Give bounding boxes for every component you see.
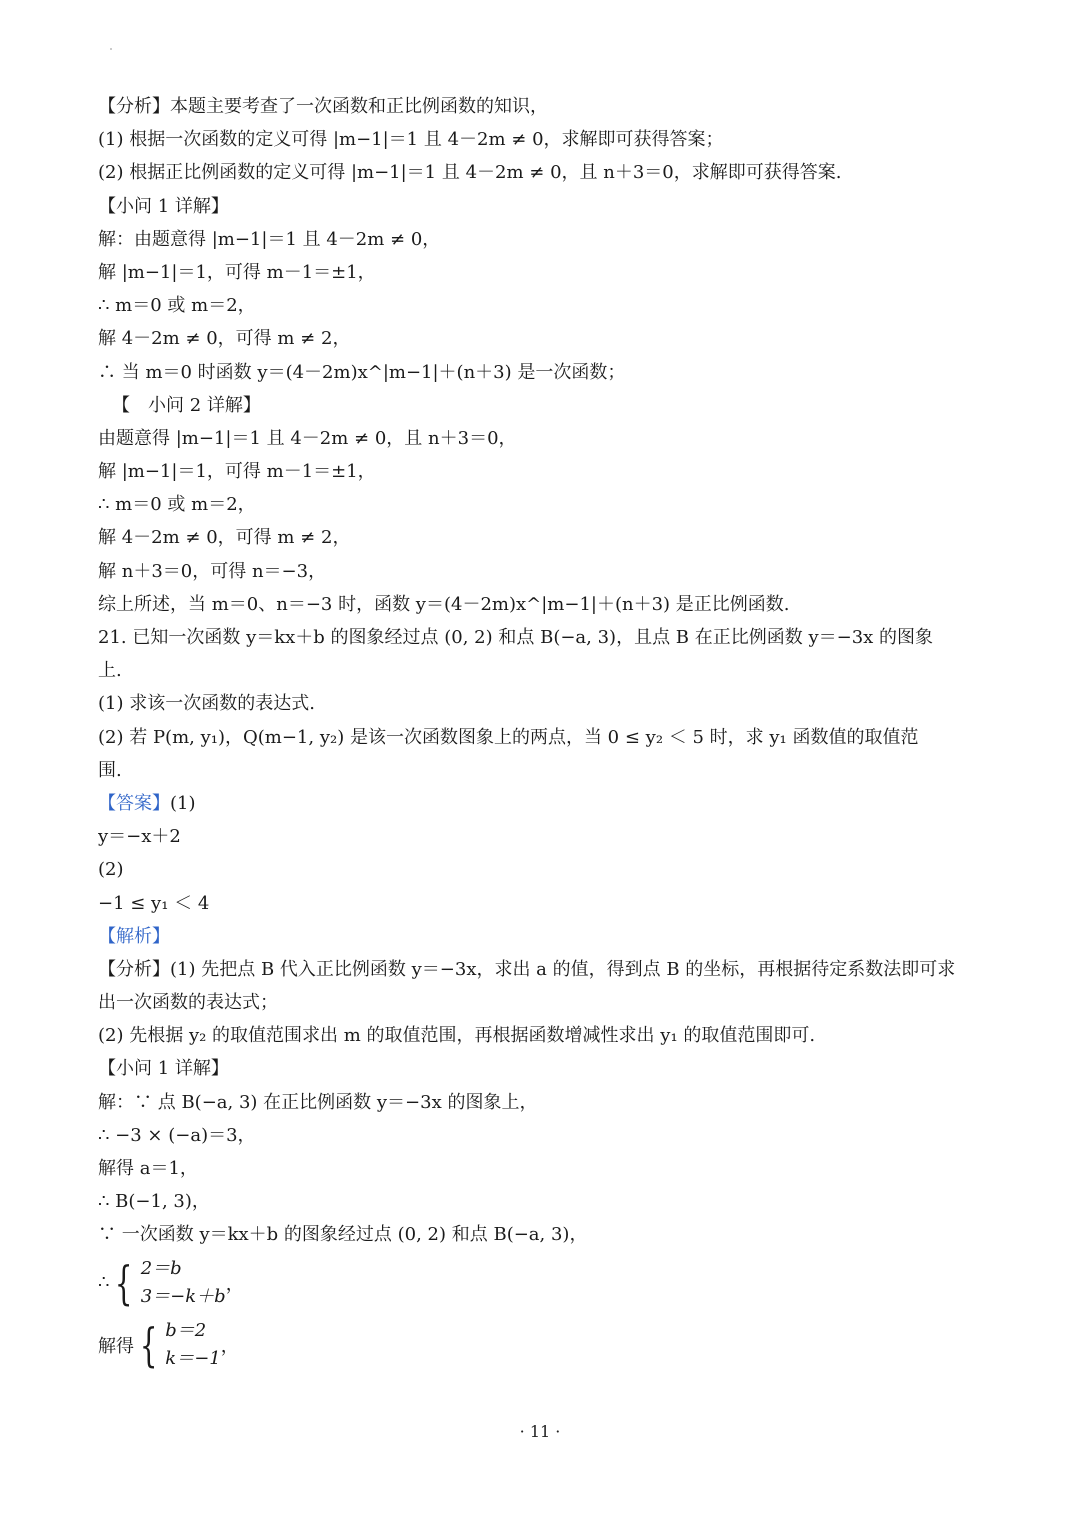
text-line: 解 |m−1|＝1，可得 m－1＝±1， xyxy=(98,461,376,483)
text-line: (2) 先根据 y₂ 的取值范围求出 m 的取值范围，再根据函数增减性求出 y₁ 的取值范围即可. xyxy=(98,1025,816,1047)
section-heading: 【小问 1 详解】 xyxy=(98,1058,229,1080)
sub-question: 围. xyxy=(98,759,122,781)
text-line: ∴ m＝0 或 m＝2， xyxy=(98,494,256,516)
system-prefix: 解得 xyxy=(98,1335,134,1357)
section-heading: 【 小问 2 详解】 xyxy=(112,394,261,416)
page-number: · 11 · xyxy=(519,1422,561,1441)
section-heading: 【小问 1 详解】 xyxy=(98,195,229,217)
text-line: (2) 根据正比例函数的定义可得 |m−1|＝1 且 4－2m ≠ 0，且 n＋3＝0，求解即可获得答案. xyxy=(98,162,842,184)
analysis-label: 【解析】 xyxy=(98,925,170,947)
system-row: b＝2 xyxy=(165,1319,207,1341)
system-row: 2＝b xyxy=(140,1257,182,1279)
text-line: 解得 a＝1， xyxy=(98,1158,198,1179)
question-stem: 上. xyxy=(98,660,122,682)
text-line: ∵ 一次函数 y＝kx＋b 的图象经过点 (0, 2) 和点 B(−a, 3)， xyxy=(98,1224,588,1246)
text-line: 出一次函数的表达式； xyxy=(98,992,278,1014)
system-suffix: ， xyxy=(220,1335,239,1357)
system-prefix: ∴ xyxy=(98,1272,110,1294)
text-line: ∴ B(−1, 3)， xyxy=(98,1191,210,1213)
system-row: 3＝−k＋b xyxy=(140,1285,226,1307)
answer-label: 【答案】 xyxy=(98,792,170,814)
question-stem: 21. 已知一次函数 y＝kx＋b 的图象经过点 (0, 2) 和点 B(−a, 3)，且点 B 在正比例函数 y＝−3x 的图象 xyxy=(98,627,934,648)
text-line: ∴ m＝0 或 m＝2， xyxy=(98,295,256,317)
equation-system xyxy=(98,1314,978,1376)
answer-line xyxy=(98,787,978,820)
text-line: 综上所述，当 m＝0、n＝−3 时，函数 y＝(4－2m)x^|m−1|＋(n＋3) 是正比例函数. xyxy=(98,593,790,615)
answer-line: −1 ≤ y₁ ＜ 4 xyxy=(98,892,210,914)
answer-part: (1) xyxy=(170,792,196,814)
text-line: 解：由题意得 |m−1|＝1 且 4－2m ≠ 0， xyxy=(98,228,441,250)
text-line: (1) 根据一次函数的定义可得 |m−1|＝1 且 4－2m ≠ 0，求解即可获得答案； xyxy=(98,129,724,151)
system-row: k＝−1 xyxy=(165,1347,221,1369)
answer-line: (2) xyxy=(98,859,124,881)
text-line: 解 4－2m ≠ 0，可得 m ≠ 2， xyxy=(98,328,351,350)
equation-system xyxy=(98,1252,978,1314)
system-rows xyxy=(141,1255,226,1311)
document-body xyxy=(98,90,978,1376)
text-line: 解：∵ 点 B(−a, 3) 在正比例函数 y＝−3x 的图象上， xyxy=(98,1091,538,1113)
scan-dot xyxy=(110,48,112,50)
text-line: 解 n＋3＝0，可得 n＝−3， xyxy=(98,560,327,582)
sub-question: (2) 若 P(m, y₁)，Q(m−1, y₂) 是该一次函数图象上的两点，当 0 ≤ y₂ ＜ 5 时，求 y₁ 函数值的取值范 xyxy=(98,726,919,748)
system-rows xyxy=(165,1317,220,1373)
text-line: ∴ −3 × (−a)＝3， xyxy=(98,1124,256,1146)
text-line: 解 4－2m ≠ 0，可得 m ≠ 2， xyxy=(98,527,351,549)
text-line: 【分析】本题主要考查了一次函数和正比例函数的知识， xyxy=(98,96,548,117)
text-line: 解 |m−1|＝1，可得 m－1＝±1， xyxy=(98,261,376,283)
answer-line: y＝−x＋2 xyxy=(98,826,181,848)
system-suffix: ， xyxy=(225,1273,244,1295)
left-brace: { xyxy=(139,1317,158,1372)
sub-question: (1) 求该一次函数的表达式. xyxy=(98,693,315,715)
text-line: ∴ 当 m＝0 时函数 y＝(4－2m)x^|m−1|＋(n＋3) 是一次函数； xyxy=(98,361,626,383)
text-line: 由题意得 |m−1|＝1 且 4－2m ≠ 0，且 n＋3＝0， xyxy=(98,427,517,449)
text-line: 【分析】(1) 先把点 B 代入正比例函数 y＝−3x，求出 a 的值，得到点 B 的坐标，再根据待定系数法即可求 xyxy=(98,958,956,980)
left-brace: { xyxy=(115,1255,133,1310)
